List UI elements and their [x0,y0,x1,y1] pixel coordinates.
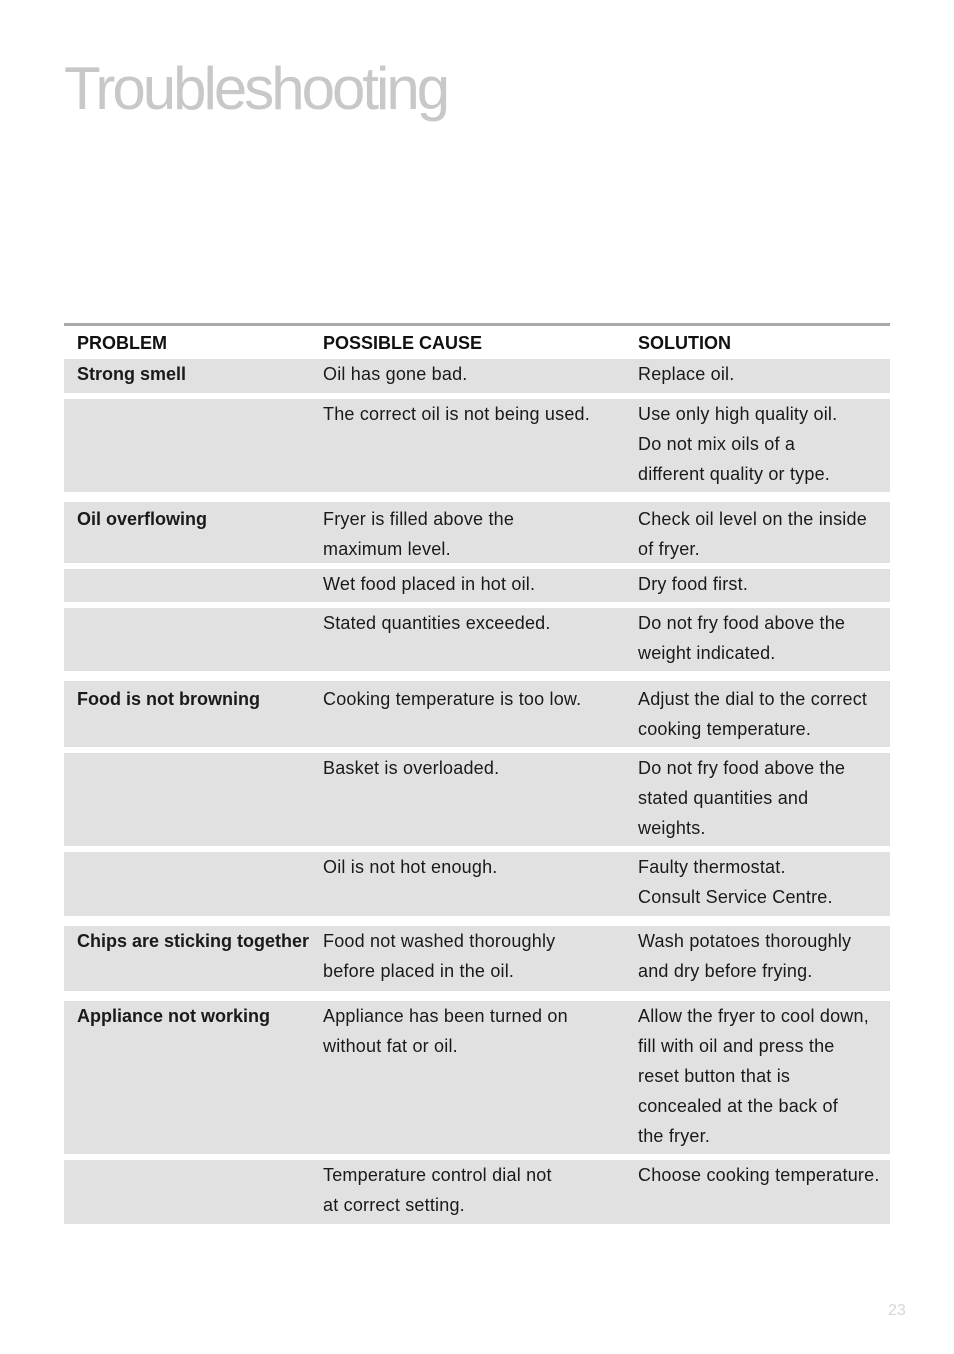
cause-cell: Stated quantities exceeded. [323,613,551,633]
cause-cell: Cooking temperature is too low. [323,689,582,709]
table-row [64,399,890,492]
cause-cell: Fryer is filled above the maximum level. [323,509,515,559]
solution-cell: Faulty thermostat. Consult Service Centre. [638,857,833,907]
table-row [64,608,890,671]
solution-cell: Use only high quality oil. Do not mix oils of a different quality or type. [638,404,838,484]
table-row [64,569,890,602]
problem-cell [64,569,310,602]
cause-cell: Wet food placed in hot oil. [323,574,536,594]
cause-cell: Oil has gone bad. [323,364,468,384]
table-row [64,1160,890,1224]
cause-cell: Oil is not hot enough. [323,857,498,877]
solution-cell: Wash potatoes thoroughly and dry before frying. [638,931,852,981]
page-number: 23 [888,1302,906,1319]
problem-cell [64,753,310,846]
solution-cell: Replace oil. [638,364,735,384]
group-divider [64,492,890,502]
problem-cell [64,399,310,492]
group-divider [64,991,890,1001]
header-possible-cause: POSSIBLE CAUSE [323,333,483,353]
table-row [64,681,890,747]
cause-cell: The correct oil is not being used. [323,404,590,424]
problem-cell [64,608,310,671]
cause-cell: Appliance has been turned on without fat or oil. [323,1006,568,1056]
problem-cell: Oil overflowing [77,509,208,529]
table-row [64,852,890,916]
header-problem: PROBLEM [77,333,167,353]
problem-cell: Strong smell [77,364,187,384]
cause-cell: Basket is overloaded. [323,758,500,778]
header-solution: SOLUTION [638,333,731,353]
group-divider [64,916,890,926]
table-row [64,926,890,991]
solution-cell: Adjust the dial to the correct cooking temperature. [638,689,868,739]
page-title: Troubleshooting [64,55,448,122]
solution-cell: Do not fry food above the stated quantities and weights. [638,758,846,838]
cause-cell: Temperature control dial not at correct setting. [323,1165,552,1215]
solution-cell: Do not fry food above the weight indicated. [638,613,846,663]
group-divider [64,671,890,681]
table-header-row [64,326,890,359]
solution-cell: Allow the fryer to cool down, fill with oil and press the reset button that is concealed at the back of the fryer. [638,1006,869,1146]
solution-cell: Choose cooking temperature. [638,1165,880,1185]
problem-cell: Appliance not working [77,1006,271,1026]
table-row [64,359,890,393]
problem-cell [64,852,310,916]
problem-cell: Food is not browning [77,689,260,709]
table-row [64,1001,890,1154]
problem-cell [64,1160,310,1224]
table-row [64,502,890,563]
problem-cell: Chips are sticking together [77,931,310,951]
cause-cell: Food not washed thoroughly before placed in the oil. [323,931,556,981]
solution-cell: Dry food first. [638,574,749,594]
table-row [64,753,890,846]
solution-cell: Check oil level on the inside of fryer. [638,509,867,559]
troubleshooting-table [64,323,890,1224]
